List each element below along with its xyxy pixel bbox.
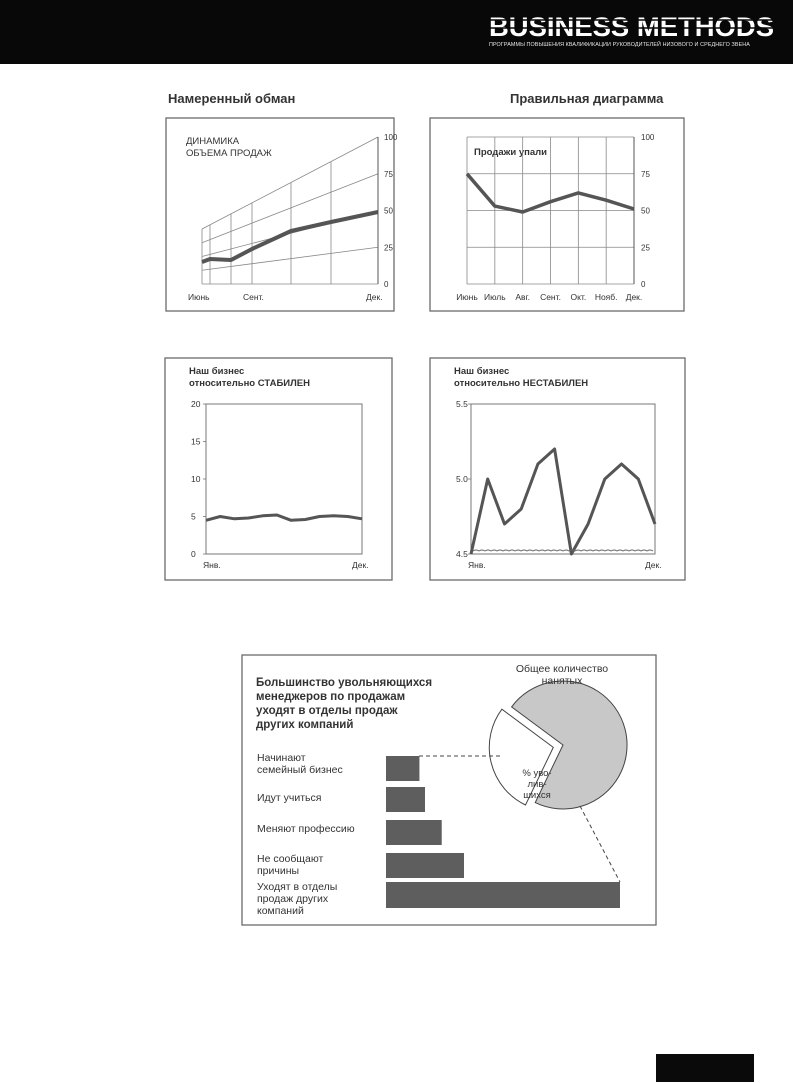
page-number-tab	[656, 1054, 754, 1082]
pie-label-line: Общее количество	[515, 663, 609, 675]
section-title-correct: Правильная диаграмма	[510, 91, 664, 106]
attrition-chart-title-line: других компаний	[256, 719, 354, 731]
correct-x-tick-label: Нояб.	[594, 292, 618, 302]
attrition-bar	[386, 820, 442, 845]
pie-slice-label-line: лив-	[527, 779, 547, 790]
stable-chart-y-tick-label: 15	[191, 436, 201, 447]
stable-chart-series-line	[206, 515, 362, 520]
deceptive-x-tick-label: Июнь	[188, 292, 210, 302]
correct-x-tick-label: Июнь	[456, 292, 478, 302]
stable-chart-title-line: относительно СТАБИЛЕН	[189, 378, 310, 389]
correct-x-tick-label: Июль	[483, 292, 506, 302]
unstable-chart-y-tick-label: 5.0	[456, 474, 468, 484]
unstable-chart-title-line: относительно НЕСТАБИЛЕН	[454, 378, 589, 389]
stable-chart-x-tick-label: Янв.	[203, 560, 221, 570]
unstable-axis-break	[473, 550, 653, 551]
attrition-category-label: Начинают	[257, 752, 306, 764]
attrition-category-label: Меняют профессию	[257, 823, 355, 835]
attrition-category-label: Уходят в отделы	[257, 881, 338, 893]
deceptive-series-line	[202, 212, 378, 262]
section-title-deceptive: Намеренный обман	[168, 91, 296, 106]
stable-chart-y-tick-label: 0	[191, 549, 196, 559]
connector-bottom	[580, 806, 620, 882]
pie-label-line: нанятых	[541, 675, 583, 687]
unstable-chart-x-tick-label: Янв.	[468, 560, 486, 570]
deceptive-y-tick-label: 0	[384, 280, 389, 289]
attrition-bar	[386, 787, 425, 812]
correct-y-tick-label: 50	[641, 206, 650, 216]
stable-chart-x-tick-label: Дек.	[352, 560, 369, 570]
brand-name: BUSINESS METHODS	[489, 12, 774, 41]
attrition-bar	[386, 882, 620, 908]
unstable-chart-y-tick-label: 4.5	[456, 549, 468, 559]
deceptive-x-tick-label: Сент.	[243, 292, 264, 302]
attrition-category-label: Идут учиться	[257, 792, 322, 804]
stable-chart-plot-area	[206, 404, 362, 554]
stable-chart-y-tick-label: 20	[191, 399, 201, 409]
unstable-chart-y-tick-label: 5.5	[456, 399, 468, 409]
deceptive-chart-title-line: ОБЪЕМА ПРОДАЖ	[186, 148, 272, 159]
stable-chart-frame	[165, 358, 392, 580]
brand-subtitle: ПРОГРАММЫ ПОВЫШЕНИЯ КВАЛИФИКАЦИИ РУКОВОДИТЕЛЕЙ НИЗОВОГО И СРЕДНЕГО ЗВЕНА	[489, 42, 750, 48]
attrition-category-label: компаний	[257, 905, 304, 917]
attrition-category-label: продаж других	[257, 893, 329, 905]
attrition-bar	[386, 756, 419, 781]
attrition-chart-title-line: Большинство увольняющихся	[256, 677, 433, 689]
deceptive-y-tick-label: 75	[384, 169, 393, 179]
stable-chart-y-tick-label: 5	[191, 511, 196, 522]
deceptive-y-tick-label: 100	[384, 133, 398, 142]
correct-y-tick-label: 100	[641, 133, 655, 142]
correct-x-tick-label: Авг.	[515, 292, 530, 302]
attrition-category-label: Не сообщают	[257, 853, 324, 865]
deceptive-y-tick-label: 25	[384, 243, 393, 253]
correct-chart-title: Продажи упали	[474, 147, 548, 158]
attrition-category-label: причины	[257, 865, 300, 877]
deceptive-chart-title-line: ДИНАМИКА	[186, 136, 240, 147]
correct-y-tick-label: 25	[641, 243, 650, 253]
correct-x-tick-label: Дек.	[625, 292, 643, 302]
pie-slice-label-line: % уво-	[522, 768, 552, 779]
stable-chart-title-line: Наш бизнес	[189, 366, 245, 377]
attrition-category-label: семейный бизнес	[257, 764, 343, 776]
unstable-chart-x-tick-label: Дек.	[645, 560, 662, 570]
unstable-chart-plot-area	[471, 404, 655, 554]
attrition-bar	[386, 853, 464, 878]
deceptive-x-tick-label: Дек.	[366, 292, 383, 302]
correct-x-tick-label: Сент.	[540, 292, 561, 302]
unstable-chart-title-line: Наш бизнес	[454, 366, 510, 377]
correct-x-tick-label: Окт.	[570, 292, 587, 302]
pie-slice-label-line: шихся	[523, 790, 551, 801]
correct-y-tick-label: 0	[641, 280, 646, 289]
attrition-chart-title-line: уходят в отделы продаж	[256, 705, 398, 717]
correct-y-tick-label: 75	[641, 169, 650, 179]
stable-chart-y-tick-label: 10	[191, 474, 201, 484]
unstable-chart-series-line	[471, 449, 655, 554]
deceptive-y-tick-label: 50	[384, 206, 393, 216]
attrition-chart-title-line: менеджеров по продажам	[256, 691, 406, 703]
